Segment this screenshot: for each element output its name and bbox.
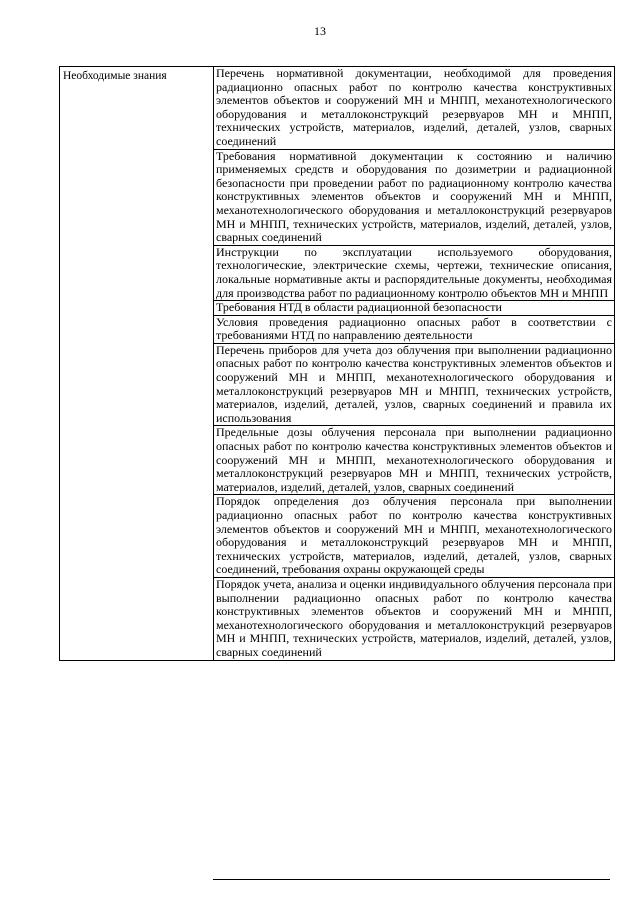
knowledge-item: Порядок учета, анализа и оценки индивидуального облучения персонала при выполнении радиационно опасных работ по контролю качества конструктивных элементов объектов и сооружений МН и МНПП, механотехнологического оборудования и металлоконструкций резервуаров МН и МНПП, технических устройств, материалов, изделий, деталей, узлов, сварных соединений <box>216 576 612 659</box>
knowledge-item: Порядок определения доз облучения персонала при выполнении радиационно опасных работ по контролю качества конструктивных элементов объектов и сооружений МН и МНПП, механотехнологического оборудования и металлоконструкций резервуаров МН и МНПП, технических устройств, материалов, изделий, деталей, узлов, сварных соединений, требования охраны окружающей среды <box>216 494 612 577</box>
bottom-rule <box>213 879 610 880</box>
requirements-table <box>59 66 615 661</box>
knowledge-item: Требования нормативной документации к состоянию и наличию применяемых средств и оборудования по дозиметрии и радиационной безопасности при проведении работ по радиационному контролю качества конструктивных элементов объектов и сооружений МН и МНПП, механотехнологического оборудования и металлоконструкций резервуаров МН и МНПП, технических устройств, материалов, изделий, деталей, узлов, сварных соединений <box>216 148 612 245</box>
knowledge-item: Требования НТД в области радиационной безопасности <box>214 300 614 315</box>
knowledge-item: Перечень приборов для учета доз облучения при выполнении радиационно опасных работ по контролю качества конструктивных элементов объектов и сооружений МН и МНПП, механотехнологического оборудования и металлоконструкций резервуаров МН и МНПП, технических устройств, материалов, изделий, деталей, узлов, сварных соединений и правила их использования <box>216 342 612 425</box>
knowledge-item: Перечень нормативной документации, необходимой для проведения радиационно опасных работ по контролю качества конструктивных элементов объектов и сооружений МН и МНПП, механотехнологического оборудования и металлоконструкций резервуаров МН и МНПП, технических устройств, материалов, изделий, деталей, узлов, сварных соединений <box>216 66 612 148</box>
page-number: 13 <box>314 24 326 38</box>
items-cell <box>214 67 615 661</box>
row-label: Необходимые знания <box>60 67 214 661</box>
knowledge-item: Предельные дозы облучения персонала при выполнении радиационно опасных работ по контролю качества конструктивных элементов объектов и сооружений МН и МНПП, механотехнологического оборудования и металлоконструкций резервуаров МН и МНПП, технических устройств, материалов, изделий, деталей, узлов, сварных соединений <box>216 425 612 494</box>
knowledge-item: Условия проведения радиационно опасных работ в соответствии с требованиями НТД по направлению деятельности <box>216 314 612 343</box>
knowledge-item: Инструкции по эксплуатации используемого оборудования, технологические, электрические схемы, чертежи, технические описания, локальные нормативные акты и распорядительные документы, необходимая для производства работ по радиационному контролю объектов МН и МНПП <box>216 244 612 300</box>
table-row <box>60 67 615 661</box>
